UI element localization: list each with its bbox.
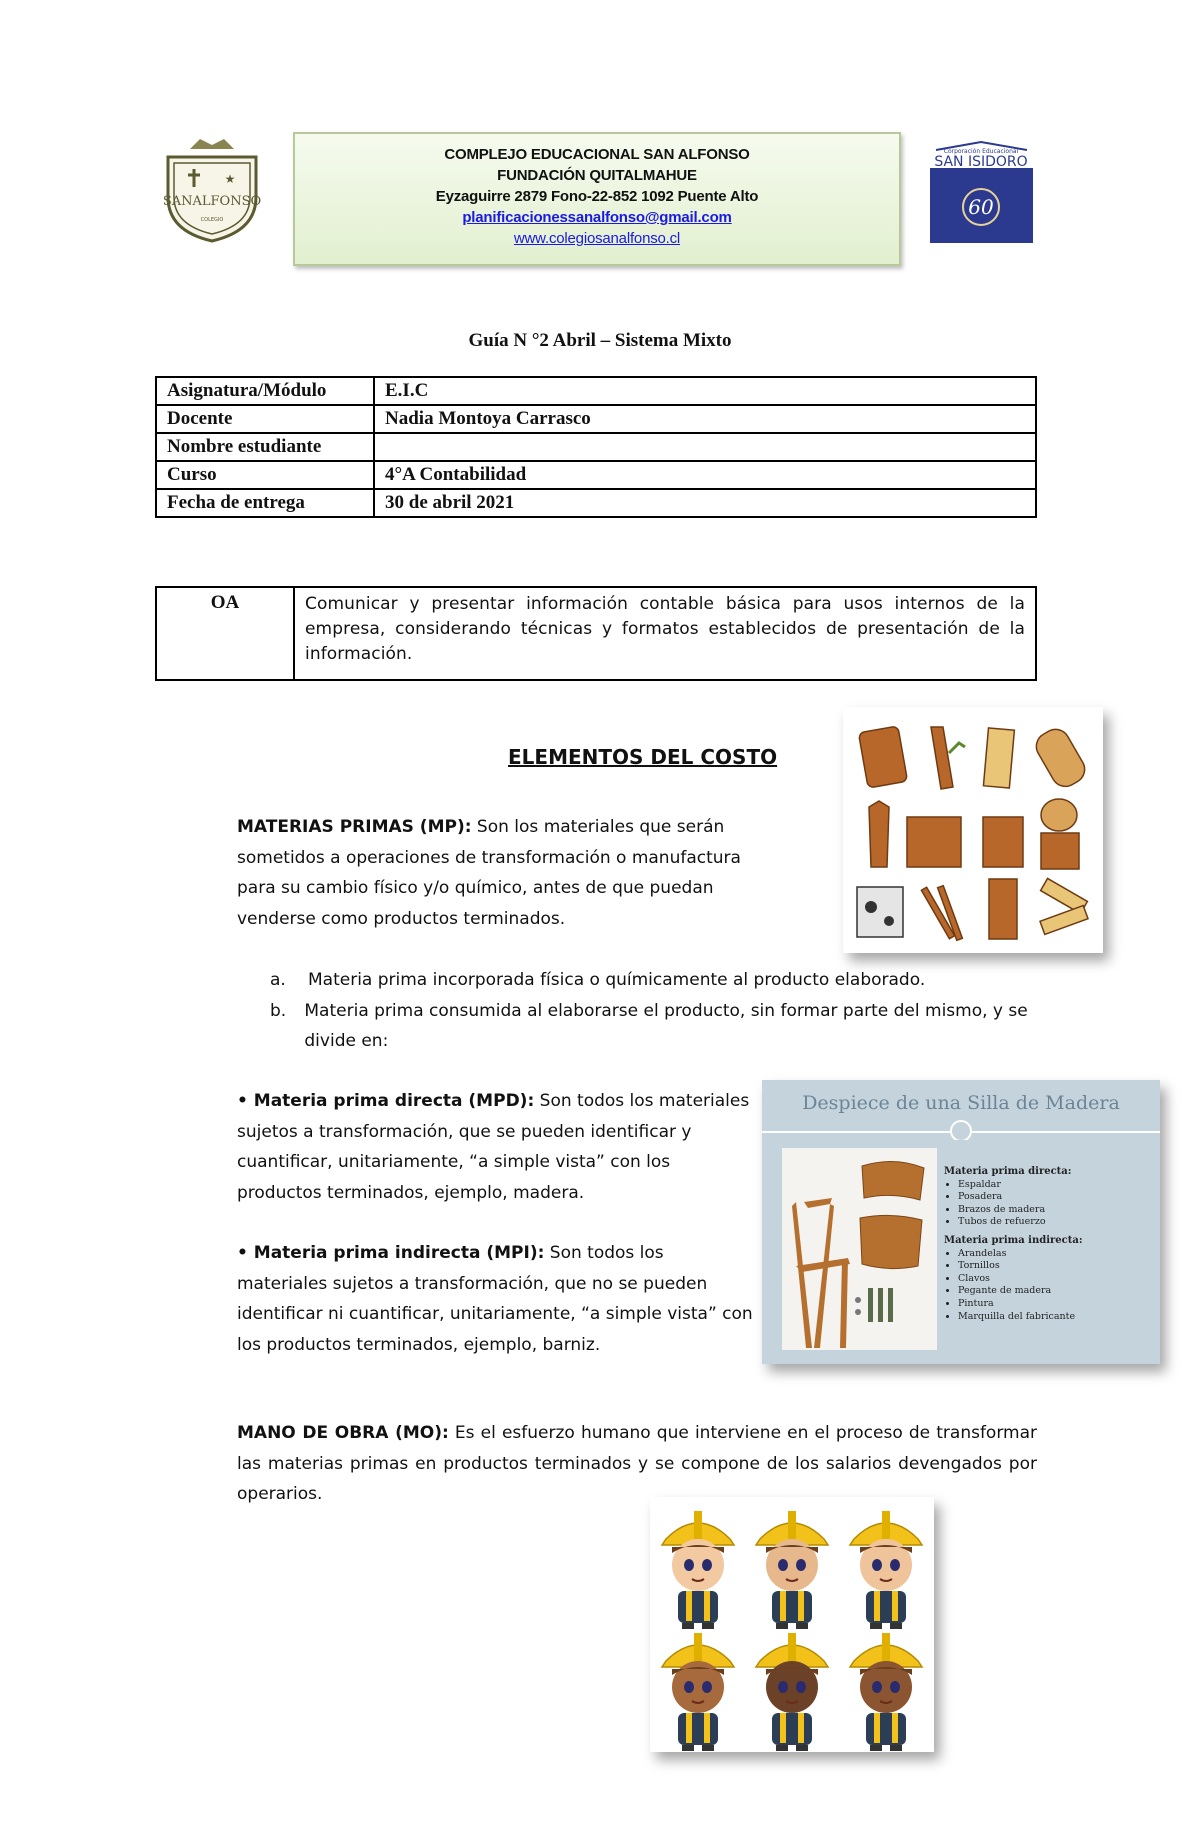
section-title: ELEMENTOS DEL COSTO bbox=[508, 745, 778, 769]
raw-materials-definition: Son los materiales que serán sometidos a operaciones de transformación o manufactura para su cambio físico y/o químico, antes de que puedan venderse como productos terminados. bbox=[237, 817, 741, 929]
svg-text:Corporación Educacional: Corporación Educacional bbox=[943, 148, 1019, 155]
school-header-box bbox=[293, 132, 901, 266]
student-name-field[interactable] bbox=[374, 433, 1036, 461]
list-marker: a. bbox=[270, 970, 286, 990]
list-item: • Pintura bbox=[958, 1298, 1149, 1311]
list-marker: b. bbox=[270, 1000, 287, 1021]
table-row bbox=[156, 489, 1036, 517]
list-item: • Tubos de refuerzo bbox=[958, 1216, 1149, 1229]
table-key: Docente bbox=[156, 405, 374, 433]
list-item: • Arandelas bbox=[958, 1248, 1149, 1261]
learning-objective-box bbox=[155, 586, 1037, 681]
info-table bbox=[155, 376, 1037, 518]
indirect-materials-paragraph bbox=[237, 1238, 757, 1360]
table-value: Nadia Montoya Carrasco bbox=[374, 405, 1036, 433]
table-row bbox=[156, 461, 1036, 489]
workers-image bbox=[650, 1497, 934, 1752]
list-item: • Brazos de madera bbox=[958, 1204, 1149, 1217]
direct-materials-term: • Materia prima directa (MPD): bbox=[237, 1091, 535, 1111]
raw-materials-paragraph bbox=[237, 812, 777, 934]
list-item: • Marquilla del fabricante bbox=[958, 1311, 1149, 1324]
table-key: Nombre estudiante bbox=[156, 433, 374, 461]
table-value: E.I.C bbox=[374, 377, 1036, 405]
list-item: • Espaldar bbox=[958, 1179, 1149, 1192]
chair-figure-body bbox=[770, 1140, 1152, 1358]
list-item-text: Materia prima consumida al elaborarse el producto, sin formar parte del mismo, y se divide en: bbox=[304, 1000, 1028, 1051]
svg-text:60: 60 bbox=[968, 195, 994, 219]
svg-text:COLEGIO: COLEGIO bbox=[200, 217, 224, 223]
chair-breakdown-figure bbox=[762, 1080, 1160, 1364]
list-item-text: Materia prima incorporada física o químicamente al producto elaborado. bbox=[308, 970, 926, 990]
direct-list-heading: Materia prima directa: bbox=[944, 1166, 1072, 1177]
list-item: • Posadera bbox=[958, 1191, 1149, 1204]
table-value: 30 de abril 2021 bbox=[374, 489, 1036, 517]
svg-text:SANALFONSO: SANALFONSO bbox=[162, 194, 262, 209]
website-link[interactable]: www.colegiosanalfonso.cl bbox=[513, 230, 681, 247]
table-key: Fecha de entrega bbox=[156, 489, 374, 517]
table-row bbox=[156, 377, 1036, 405]
san-isidoro-logo bbox=[930, 140, 1033, 243]
direct-list bbox=[944, 1179, 1149, 1229]
labor-paragraph bbox=[237, 1418, 1037, 1510]
foundation-name: FUNDACIÓN QUITALMAHUE bbox=[497, 167, 697, 184]
table-value: 4°A Contabilidad bbox=[374, 461, 1036, 489]
direct-materials-definition: Son todos los materiales sujetos a transformación, que se pueden identificar y cuantificar, unitariamente, “a simple vista” con los productos terminados, ejemplo, madera. bbox=[237, 1091, 750, 1203]
raw-materials-list bbox=[270, 965, 1040, 1057]
school-address: Eyzaguirre 2879 Fono-22-852 1092 Puente Alto bbox=[435, 188, 759, 205]
chair-materials-lists bbox=[944, 1166, 1149, 1329]
list-item bbox=[270, 996, 1040, 1057]
table-row bbox=[156, 433, 1036, 461]
raw-materials-term: MATERIAS PRIMAS (MP): bbox=[237, 817, 472, 837]
oa-label: OA bbox=[156, 587, 294, 680]
chair-figure-title: Despiece de una Silla de Madera bbox=[802, 1092, 1120, 1114]
table-row bbox=[156, 405, 1036, 433]
oa-text: Comunicar y presentar información contable básica para usos internos de la empresa, considerando técnicas y formatos establecidos de presentación de la información. bbox=[294, 587, 1036, 680]
table-key: Curso bbox=[156, 461, 374, 489]
list-item: • Tornillos bbox=[958, 1260, 1149, 1273]
list-item bbox=[270, 965, 1040, 996]
labor-term: MANO DE OBRA (MO): bbox=[237, 1423, 449, 1443]
direct-materials-paragraph bbox=[237, 1086, 757, 1208]
list-item: • Clavos bbox=[958, 1273, 1149, 1286]
svg-text:★: ★ bbox=[224, 172, 236, 186]
chair-parts-photo bbox=[782, 1148, 937, 1350]
table-key: Asignatura/Módulo bbox=[156, 377, 374, 405]
list-item: • Pegante de madera bbox=[958, 1285, 1149, 1298]
indirect-list bbox=[944, 1248, 1149, 1324]
indirect-list-heading: Materia prima indirecta: bbox=[944, 1234, 1083, 1246]
wood-materials-image bbox=[843, 707, 1103, 953]
indirect-materials-term: • Materia prima indirecta (MPI): bbox=[237, 1243, 545, 1263]
labor-definition: Es el esfuerzo humano que interviene en el proceso de transformar las materias primas en productos terminados y se compone de los salarios devengados por operarios. bbox=[237, 1423, 1037, 1504]
san-alfonso-logo bbox=[160, 135, 264, 243]
svg-text:SAN ISIDORO: SAN ISIDORO bbox=[934, 154, 1028, 170]
divider-circle bbox=[950, 1120, 972, 1142]
school-name: COMPLEJO EDUCACIONAL SAN ALFONSO bbox=[444, 146, 750, 163]
guide-title: Guía N °2 Abril – Sistema Mixto bbox=[468, 330, 732, 351]
email-link[interactable]: planificacionessanalfonso@gmail.com bbox=[462, 209, 732, 226]
indirect-materials-definition: Son todos los materiales sujetos a transformación, que no se pueden identificar ni cuantificar, unitariamente, “a simple vista” con los productos terminados, ejemplo, barniz. bbox=[237, 1243, 753, 1355]
